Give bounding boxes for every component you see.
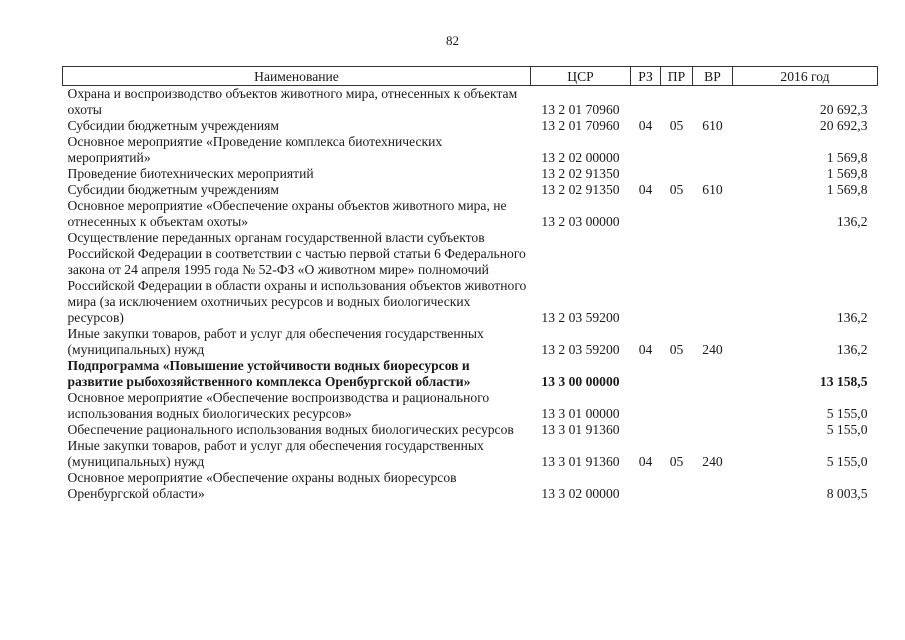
cell-amount: 20 692,3 xyxy=(819,102,868,117)
header-year: 2016 год xyxy=(733,67,878,86)
cell-rz xyxy=(631,86,661,119)
table-row xyxy=(63,326,878,358)
cell-amount: 5 155,0 xyxy=(826,406,868,421)
cell-vr xyxy=(693,422,733,438)
table-row xyxy=(63,166,878,182)
cell-vr: 240 xyxy=(702,454,723,469)
cell-csr: 13 2 01 70960 xyxy=(541,118,620,133)
table-row xyxy=(63,86,878,119)
cell-rz xyxy=(631,358,661,390)
cell-pr xyxy=(661,358,693,390)
header-pr: ПР xyxy=(661,67,693,86)
table-row xyxy=(63,118,878,134)
cell-pr xyxy=(661,198,693,230)
table-row xyxy=(63,182,878,198)
cell-pr xyxy=(661,134,693,166)
cell-csr: 13 3 01 91360 xyxy=(541,454,620,469)
cell-pr: 05 xyxy=(669,118,684,133)
cell-amount: 20 692,3 xyxy=(819,118,868,133)
cell-csr: 13 2 02 00000 xyxy=(541,150,620,165)
cell-amount: 136,2 xyxy=(836,214,868,229)
table-row xyxy=(63,390,878,422)
cell-rz: 04 xyxy=(638,182,653,197)
cell-amount: 13 158,5 xyxy=(819,374,868,389)
cell-rz xyxy=(631,390,661,422)
header-name: Наименование xyxy=(63,67,531,86)
cell-rz xyxy=(631,198,661,230)
table-row xyxy=(63,470,878,502)
cell-pr xyxy=(661,86,693,119)
cell-vr: 240 xyxy=(702,342,723,357)
cell-name: Основное мероприятие «Обеспечение охраны объектов животного мира, не отнесенных к объектам охоты» xyxy=(67,198,507,229)
cell-vr: 610 xyxy=(702,182,723,197)
cell-pr xyxy=(661,470,693,502)
cell-csr: 13 3 01 00000 xyxy=(541,406,620,421)
table-row xyxy=(63,134,878,166)
cell-vr xyxy=(693,166,733,182)
cell-csr: 13 2 03 59200 xyxy=(541,310,620,325)
cell-csr: 13 2 03 59200 xyxy=(541,342,620,357)
cell-pr xyxy=(661,230,693,326)
cell-rz xyxy=(631,166,661,182)
cell-name: Основное мероприятие «Обеспечение воспроизводства и рационального использования водных биологических ресурсов» xyxy=(67,390,490,421)
cell-pr xyxy=(661,422,693,438)
cell-amount: 1 569,8 xyxy=(826,182,868,197)
cell-amount: 136,2 xyxy=(836,342,868,357)
cell-vr xyxy=(693,470,733,502)
cell-csr: 13 3 01 91360 xyxy=(541,422,620,437)
cell-pr xyxy=(661,166,693,182)
cell-vr xyxy=(693,390,733,422)
table-row xyxy=(63,438,878,470)
cell-amount: 136,2 xyxy=(836,310,868,325)
cell-rz: 04 xyxy=(638,454,653,469)
cell-name: Субсидии бюджетным учреждениям xyxy=(67,182,280,197)
cell-amount: 1 569,8 xyxy=(826,166,868,181)
table-row xyxy=(63,198,878,230)
cell-name: Иные закупки товаров, работ и услуг для обеспечения государственных (муниципальных) нужд xyxy=(67,438,484,469)
budget-table xyxy=(62,66,878,502)
cell-csr: 13 2 03 00000 xyxy=(541,214,620,229)
cell-rz xyxy=(631,422,661,438)
cell-csr: 13 2 01 70960 xyxy=(541,102,620,117)
table-row xyxy=(63,422,878,438)
cell-vr xyxy=(693,134,733,166)
cell-csr: 13 3 00 00000 xyxy=(541,374,620,389)
cell-pr: 05 xyxy=(669,182,684,197)
cell-name: Основное мероприятие «Обеспечение охраны водных биоресурсов Оренбургской области» xyxy=(67,470,457,501)
header-csr: ЦСР xyxy=(531,67,631,86)
cell-vr: 610 xyxy=(702,118,723,133)
header-vr: ВР xyxy=(693,67,733,86)
cell-vr xyxy=(693,198,733,230)
cell-name: Осуществление переданных органам государственной власти субъектов Российской Федерации в соответствии с частью первой статьи 6 Федерального закона от 24 апреля 1995 года № 52-ФЗ «О животном мире» полномочий Российской Федерации в области охраны и использования объектов животного мира (за исключением охотничьих ресурсов и водных биологических ресурсов) xyxy=(67,230,527,325)
cell-name: Иные закупки товаров, работ и услуг для обеспечения государственных (муниципальных) нужд xyxy=(67,326,484,357)
cell-rz: 04 xyxy=(638,342,653,357)
cell-amount: 5 155,0 xyxy=(826,454,868,469)
cell-rz: 04 xyxy=(638,118,653,133)
cell-rz xyxy=(631,134,661,166)
cell-name: Проведение биотехнических мероприятий xyxy=(67,166,314,181)
cell-pr: 05 xyxy=(669,342,684,357)
cell-name: Основное мероприятие «Проведение комплекса биотехнических мероприятий» xyxy=(67,134,443,165)
cell-name: Подпрограмма «Повышение устойчивости водных биоресурсов и развитие рыбохозяйственного комплекса Оренбургской области» xyxy=(67,358,471,389)
cell-name: Обеспечение рационального использования водных биологических ресурсов xyxy=(67,422,514,437)
cell-vr xyxy=(693,358,733,390)
table-row xyxy=(63,358,878,390)
cell-vr xyxy=(693,230,733,326)
table-header-row xyxy=(63,67,878,86)
cell-csr: 13 2 02 91350 xyxy=(541,166,620,181)
cell-amount: 8 003,5 xyxy=(826,486,868,501)
cell-pr xyxy=(661,390,693,422)
cell-csr: 13 2 02 91350 xyxy=(541,182,620,197)
cell-vr xyxy=(693,86,733,119)
table-body xyxy=(63,86,878,503)
cell-amount: 5 155,0 xyxy=(826,422,868,437)
cell-name: Охрана и воспроизводство объектов животного мира, отнесенных к объектам охоты xyxy=(67,86,518,117)
cell-csr: 13 3 02 00000 xyxy=(541,486,620,501)
cell-amount: 1 569,8 xyxy=(826,150,868,165)
page-number: 82 xyxy=(446,33,459,48)
cell-name: Субсидии бюджетным учреждениям xyxy=(67,118,280,133)
header-rz: РЗ xyxy=(631,67,661,86)
cell-rz xyxy=(631,230,661,326)
cell-rz xyxy=(631,470,661,502)
cell-pr: 05 xyxy=(669,454,684,469)
table-row xyxy=(63,230,878,326)
